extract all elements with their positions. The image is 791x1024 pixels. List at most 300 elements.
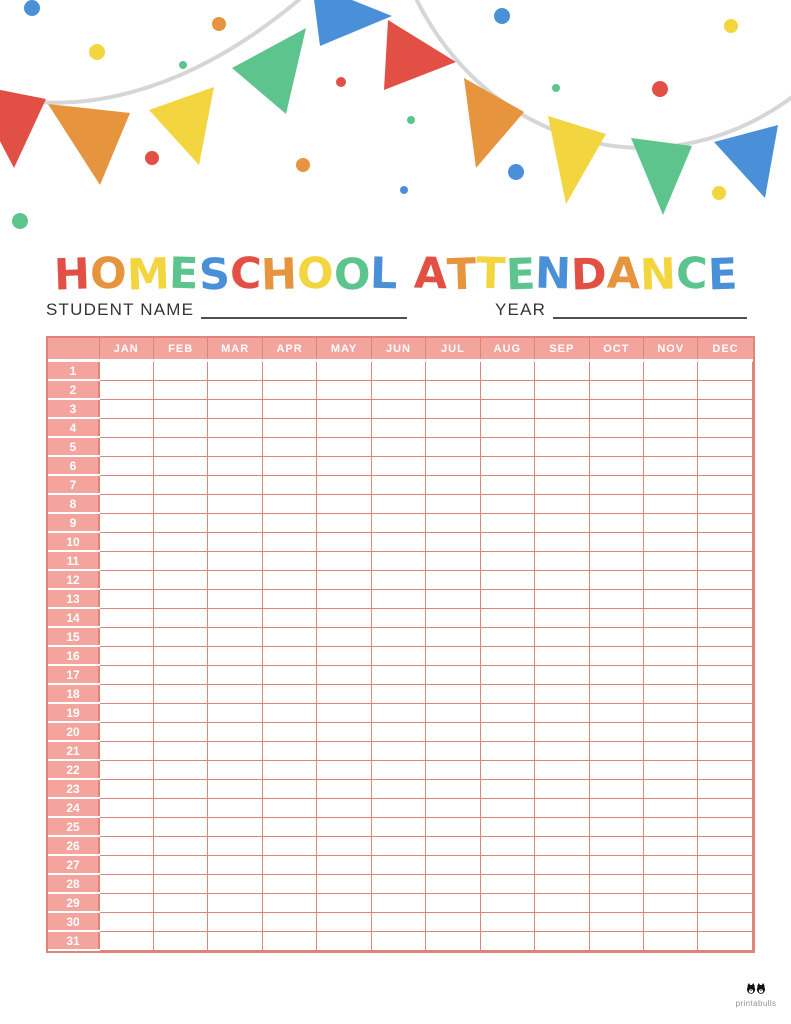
attendance-cell-nov-26[interactable]: [644, 836, 698, 855]
attendance-cell-apr-7[interactable]: [262, 475, 316, 494]
attendance-cell-feb-20[interactable]: [153, 722, 207, 741]
attendance-cell-apr-8[interactable]: [262, 494, 316, 513]
attendance-cell-aug-21[interactable]: [480, 741, 534, 760]
attendance-cell-nov-16[interactable]: [644, 646, 698, 665]
attendance-cell-oct-2[interactable]: [589, 380, 643, 399]
attendance-cell-jan-25[interactable]: [99, 817, 153, 836]
attendance-cell-may-13[interactable]: [317, 589, 371, 608]
attendance-cell-may-8[interactable]: [317, 494, 371, 513]
attendance-cell-mar-22[interactable]: [208, 760, 262, 779]
attendance-cell-nov-23[interactable]: [644, 779, 698, 798]
attendance-cell-mar-31[interactable]: [208, 931, 262, 950]
attendance-cell-sep-27[interactable]: [535, 855, 589, 874]
attendance-cell-apr-30[interactable]: [262, 912, 316, 931]
attendance-cell-jul-5[interactable]: [426, 437, 480, 456]
attendance-cell-dec-13[interactable]: [698, 589, 753, 608]
attendance-cell-may-25[interactable]: [317, 817, 371, 836]
attendance-cell-apr-15[interactable]: [262, 627, 316, 646]
attendance-cell-feb-21[interactable]: [153, 741, 207, 760]
attendance-cell-may-9[interactable]: [317, 513, 371, 532]
attendance-cell-mar-2[interactable]: [208, 380, 262, 399]
attendance-cell-may-15[interactable]: [317, 627, 371, 646]
attendance-cell-jan-6[interactable]: [99, 456, 153, 475]
attendance-cell-may-23[interactable]: [317, 779, 371, 798]
attendance-cell-aug-5[interactable]: [480, 437, 534, 456]
attendance-cell-mar-29[interactable]: [208, 893, 262, 912]
attendance-cell-aug-10[interactable]: [480, 532, 534, 551]
attendance-cell-aug-20[interactable]: [480, 722, 534, 741]
attendance-cell-sep-16[interactable]: [535, 646, 589, 665]
attendance-cell-jul-15[interactable]: [426, 627, 480, 646]
attendance-cell-sep-18[interactable]: [535, 684, 589, 703]
attendance-cell-feb-4[interactable]: [153, 418, 207, 437]
attendance-cell-jul-8[interactable]: [426, 494, 480, 513]
attendance-cell-oct-4[interactable]: [589, 418, 643, 437]
attendance-cell-nov-9[interactable]: [644, 513, 698, 532]
attendance-cell-mar-24[interactable]: [208, 798, 262, 817]
attendance-cell-aug-14[interactable]: [480, 608, 534, 627]
attendance-cell-nov-14[interactable]: [644, 608, 698, 627]
attendance-cell-jun-7[interactable]: [371, 475, 425, 494]
attendance-cell-jan-9[interactable]: [99, 513, 153, 532]
attendance-cell-apr-18[interactable]: [262, 684, 316, 703]
attendance-cell-mar-25[interactable]: [208, 817, 262, 836]
attendance-cell-feb-6[interactable]: [153, 456, 207, 475]
attendance-cell-oct-1[interactable]: [589, 361, 643, 381]
attendance-cell-nov-15[interactable]: [644, 627, 698, 646]
attendance-cell-may-11[interactable]: [317, 551, 371, 570]
attendance-cell-apr-6[interactable]: [262, 456, 316, 475]
attendance-cell-apr-4[interactable]: [262, 418, 316, 437]
attendance-cell-apr-12[interactable]: [262, 570, 316, 589]
attendance-cell-feb-16[interactable]: [153, 646, 207, 665]
attendance-cell-aug-25[interactable]: [480, 817, 534, 836]
attendance-cell-jun-3[interactable]: [371, 399, 425, 418]
attendance-cell-apr-20[interactable]: [262, 722, 316, 741]
attendance-cell-apr-29[interactable]: [262, 893, 316, 912]
attendance-cell-jan-23[interactable]: [99, 779, 153, 798]
attendance-cell-jan-18[interactable]: [99, 684, 153, 703]
attendance-cell-aug-9[interactable]: [480, 513, 534, 532]
attendance-cell-sep-3[interactable]: [535, 399, 589, 418]
attendance-cell-aug-13[interactable]: [480, 589, 534, 608]
attendance-cell-jan-7[interactable]: [99, 475, 153, 494]
attendance-cell-mar-9[interactable]: [208, 513, 262, 532]
attendance-cell-jun-29[interactable]: [371, 893, 425, 912]
attendance-cell-aug-2[interactable]: [480, 380, 534, 399]
attendance-cell-sep-17[interactable]: [535, 665, 589, 684]
attendance-cell-sep-21[interactable]: [535, 741, 589, 760]
attendance-cell-jan-2[interactable]: [99, 380, 153, 399]
attendance-cell-dec-5[interactable]: [698, 437, 753, 456]
attendance-cell-dec-6[interactable]: [698, 456, 753, 475]
attendance-cell-mar-4[interactable]: [208, 418, 262, 437]
attendance-cell-aug-8[interactable]: [480, 494, 534, 513]
attendance-cell-jun-20[interactable]: [371, 722, 425, 741]
attendance-cell-dec-8[interactable]: [698, 494, 753, 513]
attendance-cell-oct-26[interactable]: [589, 836, 643, 855]
attendance-cell-jan-22[interactable]: [99, 760, 153, 779]
attendance-cell-aug-17[interactable]: [480, 665, 534, 684]
attendance-cell-feb-24[interactable]: [153, 798, 207, 817]
attendance-cell-apr-19[interactable]: [262, 703, 316, 722]
attendance-cell-aug-18[interactable]: [480, 684, 534, 703]
attendance-cell-apr-1[interactable]: [262, 361, 316, 381]
attendance-cell-sep-15[interactable]: [535, 627, 589, 646]
attendance-cell-apr-16[interactable]: [262, 646, 316, 665]
attendance-cell-mar-5[interactable]: [208, 437, 262, 456]
attendance-cell-dec-28[interactable]: [698, 874, 753, 893]
attendance-cell-feb-3[interactable]: [153, 399, 207, 418]
attendance-cell-may-31[interactable]: [317, 931, 371, 950]
attendance-cell-aug-19[interactable]: [480, 703, 534, 722]
attendance-cell-may-17[interactable]: [317, 665, 371, 684]
attendance-cell-jan-15[interactable]: [99, 627, 153, 646]
attendance-cell-may-18[interactable]: [317, 684, 371, 703]
attendance-cell-jan-14[interactable]: [99, 608, 153, 627]
attendance-cell-nov-8[interactable]: [644, 494, 698, 513]
attendance-cell-nov-3[interactable]: [644, 399, 698, 418]
attendance-cell-sep-30[interactable]: [535, 912, 589, 931]
attendance-cell-nov-29[interactable]: [644, 893, 698, 912]
attendance-cell-may-27[interactable]: [317, 855, 371, 874]
attendance-cell-apr-11[interactable]: [262, 551, 316, 570]
attendance-cell-sep-4[interactable]: [535, 418, 589, 437]
attendance-cell-feb-15[interactable]: [153, 627, 207, 646]
attendance-cell-aug-22[interactable]: [480, 760, 534, 779]
attendance-cell-apr-9[interactable]: [262, 513, 316, 532]
attendance-cell-jul-23[interactable]: [426, 779, 480, 798]
attendance-cell-jun-31[interactable]: [371, 931, 425, 950]
attendance-cell-feb-12[interactable]: [153, 570, 207, 589]
attendance-cell-may-28[interactable]: [317, 874, 371, 893]
attendance-cell-jun-10[interactable]: [371, 532, 425, 551]
attendance-cell-sep-14[interactable]: [535, 608, 589, 627]
attendance-cell-mar-14[interactable]: [208, 608, 262, 627]
attendance-cell-sep-6[interactable]: [535, 456, 589, 475]
attendance-cell-dec-7[interactable]: [698, 475, 753, 494]
attendance-cell-jan-31[interactable]: [99, 931, 153, 950]
attendance-cell-aug-24[interactable]: [480, 798, 534, 817]
attendance-cell-jan-26[interactable]: [99, 836, 153, 855]
attendance-cell-oct-17[interactable]: [589, 665, 643, 684]
attendance-cell-oct-31[interactable]: [589, 931, 643, 950]
attendance-cell-nov-6[interactable]: [644, 456, 698, 475]
attendance-cell-sep-2[interactable]: [535, 380, 589, 399]
attendance-cell-may-19[interactable]: [317, 703, 371, 722]
attendance-cell-aug-30[interactable]: [480, 912, 534, 931]
attendance-cell-jun-12[interactable]: [371, 570, 425, 589]
attendance-cell-nov-21[interactable]: [644, 741, 698, 760]
attendance-cell-oct-9[interactable]: [589, 513, 643, 532]
attendance-cell-jul-3[interactable]: [426, 399, 480, 418]
attendance-cell-oct-21[interactable]: [589, 741, 643, 760]
attendance-cell-jul-9[interactable]: [426, 513, 480, 532]
attendance-cell-oct-23[interactable]: [589, 779, 643, 798]
year-input-line[interactable]: [553, 300, 747, 319]
attendance-cell-sep-1[interactable]: [535, 361, 589, 381]
attendance-cell-sep-23[interactable]: [535, 779, 589, 798]
attendance-cell-may-30[interactable]: [317, 912, 371, 931]
attendance-cell-apr-10[interactable]: [262, 532, 316, 551]
attendance-cell-sep-5[interactable]: [535, 437, 589, 456]
attendance-cell-mar-6[interactable]: [208, 456, 262, 475]
attendance-cell-dec-22[interactable]: [698, 760, 753, 779]
attendance-cell-jun-5[interactable]: [371, 437, 425, 456]
attendance-cell-jul-18[interactable]: [426, 684, 480, 703]
attendance-cell-mar-3[interactable]: [208, 399, 262, 418]
attendance-cell-nov-11[interactable]: [644, 551, 698, 570]
attendance-cell-apr-28[interactable]: [262, 874, 316, 893]
attendance-cell-jul-6[interactable]: [426, 456, 480, 475]
attendance-cell-dec-10[interactable]: [698, 532, 753, 551]
attendance-cell-dec-21[interactable]: [698, 741, 753, 760]
attendance-cell-mar-18[interactable]: [208, 684, 262, 703]
attendance-cell-may-2[interactable]: [317, 380, 371, 399]
attendance-cell-jun-14[interactable]: [371, 608, 425, 627]
attendance-cell-nov-7[interactable]: [644, 475, 698, 494]
attendance-cell-oct-22[interactable]: [589, 760, 643, 779]
attendance-cell-mar-16[interactable]: [208, 646, 262, 665]
attendance-cell-jan-21[interactable]: [99, 741, 153, 760]
attendance-cell-nov-10[interactable]: [644, 532, 698, 551]
attendance-cell-jun-26[interactable]: [371, 836, 425, 855]
attendance-cell-jun-30[interactable]: [371, 912, 425, 931]
attendance-cell-oct-10[interactable]: [589, 532, 643, 551]
attendance-cell-jun-25[interactable]: [371, 817, 425, 836]
attendance-cell-jun-6[interactable]: [371, 456, 425, 475]
attendance-cell-may-24[interactable]: [317, 798, 371, 817]
attendance-cell-may-16[interactable]: [317, 646, 371, 665]
attendance-cell-oct-11[interactable]: [589, 551, 643, 570]
attendance-cell-may-26[interactable]: [317, 836, 371, 855]
attendance-cell-sep-25[interactable]: [535, 817, 589, 836]
attendance-cell-aug-29[interactable]: [480, 893, 534, 912]
attendance-cell-dec-29[interactable]: [698, 893, 753, 912]
attendance-cell-aug-6[interactable]: [480, 456, 534, 475]
attendance-cell-may-4[interactable]: [317, 418, 371, 437]
attendance-cell-may-10[interactable]: [317, 532, 371, 551]
attendance-cell-jul-10[interactable]: [426, 532, 480, 551]
attendance-cell-sep-8[interactable]: [535, 494, 589, 513]
attendance-cell-apr-5[interactable]: [262, 437, 316, 456]
attendance-cell-jun-11[interactable]: [371, 551, 425, 570]
attendance-cell-feb-23[interactable]: [153, 779, 207, 798]
attendance-cell-sep-9[interactable]: [535, 513, 589, 532]
attendance-cell-jul-30[interactable]: [426, 912, 480, 931]
attendance-cell-nov-5[interactable]: [644, 437, 698, 456]
attendance-cell-may-21[interactable]: [317, 741, 371, 760]
attendance-cell-jul-25[interactable]: [426, 817, 480, 836]
attendance-cell-mar-8[interactable]: [208, 494, 262, 513]
attendance-cell-jun-17[interactable]: [371, 665, 425, 684]
attendance-cell-jun-22[interactable]: [371, 760, 425, 779]
attendance-cell-feb-1[interactable]: [153, 361, 207, 381]
attendance-cell-nov-18[interactable]: [644, 684, 698, 703]
attendance-cell-dec-11[interactable]: [698, 551, 753, 570]
attendance-cell-nov-4[interactable]: [644, 418, 698, 437]
attendance-cell-nov-13[interactable]: [644, 589, 698, 608]
attendance-cell-may-12[interactable]: [317, 570, 371, 589]
attendance-cell-feb-25[interactable]: [153, 817, 207, 836]
attendance-cell-oct-12[interactable]: [589, 570, 643, 589]
attendance-cell-sep-13[interactable]: [535, 589, 589, 608]
attendance-cell-jan-29[interactable]: [99, 893, 153, 912]
attendance-cell-apr-27[interactable]: [262, 855, 316, 874]
attendance-cell-mar-12[interactable]: [208, 570, 262, 589]
attendance-cell-nov-27[interactable]: [644, 855, 698, 874]
attendance-cell-oct-27[interactable]: [589, 855, 643, 874]
attendance-cell-mar-26[interactable]: [208, 836, 262, 855]
attendance-cell-jul-1[interactable]: [426, 361, 480, 381]
attendance-cell-sep-7[interactable]: [535, 475, 589, 494]
attendance-cell-feb-22[interactable]: [153, 760, 207, 779]
attendance-cell-feb-17[interactable]: [153, 665, 207, 684]
attendance-cell-jun-15[interactable]: [371, 627, 425, 646]
attendance-cell-mar-23[interactable]: [208, 779, 262, 798]
attendance-cell-may-14[interactable]: [317, 608, 371, 627]
attendance-cell-may-6[interactable]: [317, 456, 371, 475]
attendance-cell-apr-26[interactable]: [262, 836, 316, 855]
attendance-cell-sep-22[interactable]: [535, 760, 589, 779]
attendance-cell-oct-14[interactable]: [589, 608, 643, 627]
attendance-cell-may-29[interactable]: [317, 893, 371, 912]
attendance-cell-mar-15[interactable]: [208, 627, 262, 646]
attendance-cell-sep-19[interactable]: [535, 703, 589, 722]
attendance-cell-jun-4[interactable]: [371, 418, 425, 437]
attendance-cell-nov-28[interactable]: [644, 874, 698, 893]
attendance-cell-jul-4[interactable]: [426, 418, 480, 437]
attendance-cell-sep-28[interactable]: [535, 874, 589, 893]
attendance-cell-aug-3[interactable]: [480, 399, 534, 418]
attendance-cell-nov-22[interactable]: [644, 760, 698, 779]
attendance-cell-jun-18[interactable]: [371, 684, 425, 703]
attendance-cell-jan-13[interactable]: [99, 589, 153, 608]
attendance-cell-aug-31[interactable]: [480, 931, 534, 950]
attendance-cell-dec-2[interactable]: [698, 380, 753, 399]
attendance-cell-jan-24[interactable]: [99, 798, 153, 817]
attendance-cell-nov-24[interactable]: [644, 798, 698, 817]
attendance-cell-jul-14[interactable]: [426, 608, 480, 627]
attendance-cell-may-5[interactable]: [317, 437, 371, 456]
attendance-cell-mar-27[interactable]: [208, 855, 262, 874]
attendance-cell-sep-24[interactable]: [535, 798, 589, 817]
attendance-cell-oct-30[interactable]: [589, 912, 643, 931]
attendance-cell-jul-28[interactable]: [426, 874, 480, 893]
attendance-cell-mar-21[interactable]: [208, 741, 262, 760]
attendance-cell-aug-26[interactable]: [480, 836, 534, 855]
attendance-cell-feb-13[interactable]: [153, 589, 207, 608]
attendance-cell-aug-16[interactable]: [480, 646, 534, 665]
attendance-cell-mar-13[interactable]: [208, 589, 262, 608]
attendance-cell-jan-30[interactable]: [99, 912, 153, 931]
attendance-cell-jun-19[interactable]: [371, 703, 425, 722]
attendance-cell-jan-8[interactable]: [99, 494, 153, 513]
attendance-cell-jul-11[interactable]: [426, 551, 480, 570]
attendance-cell-feb-9[interactable]: [153, 513, 207, 532]
attendance-cell-mar-10[interactable]: [208, 532, 262, 551]
student-name-input-line[interactable]: [201, 300, 407, 319]
attendance-cell-jun-23[interactable]: [371, 779, 425, 798]
attendance-cell-oct-3[interactable]: [589, 399, 643, 418]
attendance-cell-jul-24[interactable]: [426, 798, 480, 817]
attendance-cell-dec-15[interactable]: [698, 627, 753, 646]
attendance-cell-jul-26[interactable]: [426, 836, 480, 855]
attendance-cell-mar-1[interactable]: [208, 361, 262, 381]
attendance-cell-sep-31[interactable]: [535, 931, 589, 950]
attendance-cell-feb-11[interactable]: [153, 551, 207, 570]
attendance-cell-jul-17[interactable]: [426, 665, 480, 684]
attendance-cell-dec-23[interactable]: [698, 779, 753, 798]
attendance-cell-jun-16[interactable]: [371, 646, 425, 665]
attendance-cell-mar-30[interactable]: [208, 912, 262, 931]
attendance-cell-oct-28[interactable]: [589, 874, 643, 893]
attendance-cell-may-1[interactable]: [317, 361, 371, 381]
attendance-cell-jul-31[interactable]: [426, 931, 480, 950]
attendance-cell-feb-30[interactable]: [153, 912, 207, 931]
attendance-cell-jan-10[interactable]: [99, 532, 153, 551]
attendance-cell-feb-18[interactable]: [153, 684, 207, 703]
attendance-cell-nov-31[interactable]: [644, 931, 698, 950]
attendance-cell-mar-7[interactable]: [208, 475, 262, 494]
attendance-cell-apr-14[interactable]: [262, 608, 316, 627]
attendance-cell-apr-3[interactable]: [262, 399, 316, 418]
attendance-cell-jul-20[interactable]: [426, 722, 480, 741]
attendance-cell-dec-27[interactable]: [698, 855, 753, 874]
attendance-cell-oct-13[interactable]: [589, 589, 643, 608]
attendance-cell-jan-20[interactable]: [99, 722, 153, 741]
attendance-cell-oct-20[interactable]: [589, 722, 643, 741]
attendance-cell-mar-19[interactable]: [208, 703, 262, 722]
attendance-cell-apr-2[interactable]: [262, 380, 316, 399]
attendance-cell-nov-2[interactable]: [644, 380, 698, 399]
attendance-cell-nov-17[interactable]: [644, 665, 698, 684]
attendance-cell-oct-18[interactable]: [589, 684, 643, 703]
attendance-cell-jul-12[interactable]: [426, 570, 480, 589]
attendance-cell-feb-7[interactable]: [153, 475, 207, 494]
attendance-cell-oct-19[interactable]: [589, 703, 643, 722]
attendance-cell-sep-10[interactable]: [535, 532, 589, 551]
attendance-cell-apr-24[interactable]: [262, 798, 316, 817]
attendance-cell-oct-24[interactable]: [589, 798, 643, 817]
attendance-cell-apr-25[interactable]: [262, 817, 316, 836]
attendance-cell-oct-15[interactable]: [589, 627, 643, 646]
attendance-cell-jan-3[interactable]: [99, 399, 153, 418]
attendance-cell-aug-12[interactable]: [480, 570, 534, 589]
attendance-cell-mar-11[interactable]: [208, 551, 262, 570]
attendance-cell-jan-5[interactable]: [99, 437, 153, 456]
attendance-cell-jun-24[interactable]: [371, 798, 425, 817]
attendance-cell-apr-31[interactable]: [262, 931, 316, 950]
attendance-cell-nov-12[interactable]: [644, 570, 698, 589]
attendance-cell-aug-23[interactable]: [480, 779, 534, 798]
attendance-cell-feb-27[interactable]: [153, 855, 207, 874]
attendance-cell-dec-18[interactable]: [698, 684, 753, 703]
attendance-cell-dec-17[interactable]: [698, 665, 753, 684]
attendance-cell-apr-21[interactable]: [262, 741, 316, 760]
attendance-cell-apr-13[interactable]: [262, 589, 316, 608]
attendance-cell-jan-16[interactable]: [99, 646, 153, 665]
attendance-cell-jun-21[interactable]: [371, 741, 425, 760]
attendance-cell-dec-16[interactable]: [698, 646, 753, 665]
attendance-cell-mar-17[interactable]: [208, 665, 262, 684]
attendance-cell-jul-16[interactable]: [426, 646, 480, 665]
attendance-cell-dec-4[interactable]: [698, 418, 753, 437]
attendance-cell-sep-29[interactable]: [535, 893, 589, 912]
attendance-cell-mar-20[interactable]: [208, 722, 262, 741]
attendance-cell-feb-29[interactable]: [153, 893, 207, 912]
attendance-cell-jul-29[interactable]: [426, 893, 480, 912]
